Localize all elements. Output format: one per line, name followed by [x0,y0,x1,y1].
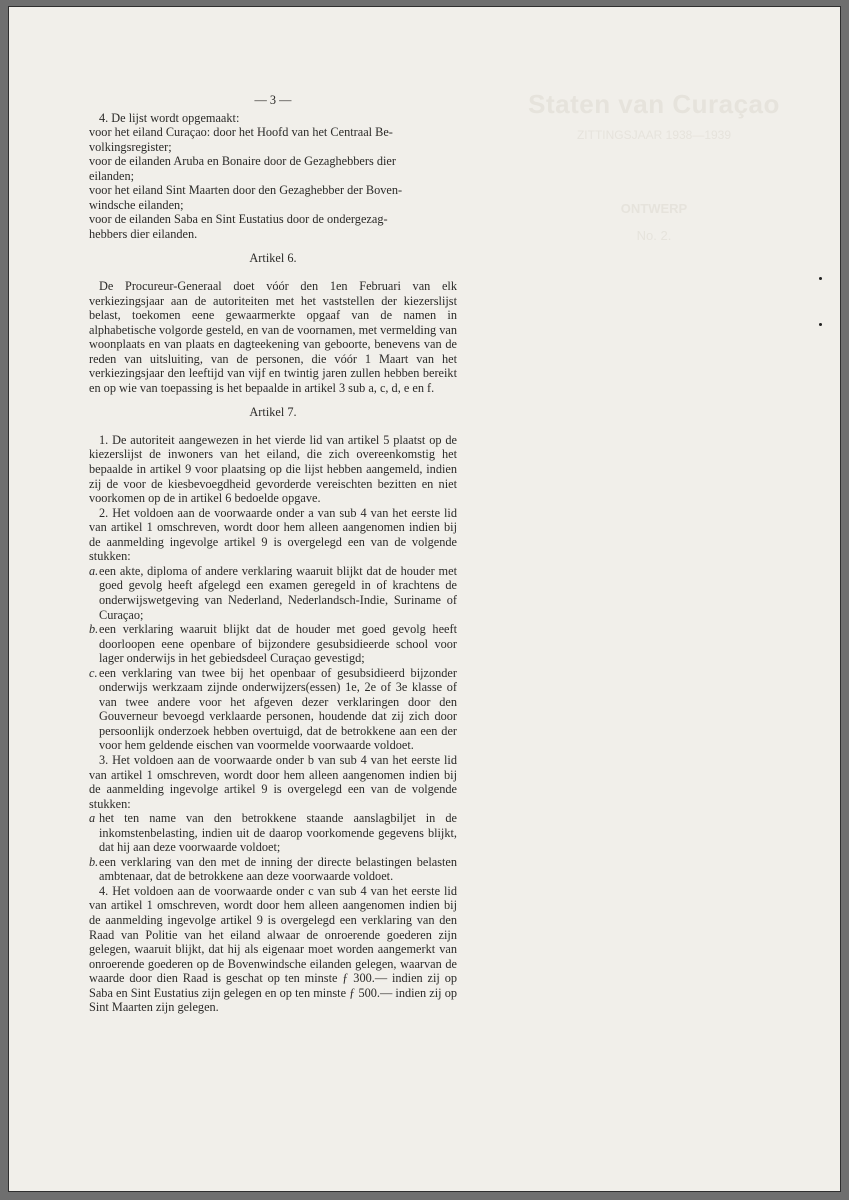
list-item [89,564,457,622]
document-page [8,6,841,1192]
list-item [89,622,457,666]
text-line: volkingsregister; [89,139,172,154]
show-through-number: No. 2. [636,228,672,243]
list-item [89,811,457,855]
list-item [89,666,457,753]
article-heading: Artikel 7. [249,405,297,420]
article-paragraph: 1. De autoriteit aangewezen in het vierde lid van artikel 5 plaatst op de kiezerslijst de inwoners van het eiland, die zich overeenkomstig het bepaalde in artikel 9 voor plaatsing op die lijst hebben aangemeld, indien zij de voor de kiesbevoegdheid gevorderde vereischten bezitten en niet voorkomen op de in artikel 6 bedoelde opgave. [89,432,457,506]
list-item-text: een verklaring van den met de inning der directe belastingen belasten ambtenaar, dat de betrokkene aan deze voorwaarde voldoet. [99,854,457,884]
text-line: eilanden; [89,168,135,183]
show-through-heading: ONTWERP [620,201,688,216]
text-line: windsche eilanden; [89,197,184,212]
text-line: voor het eiland Sint Maarten door den Gezaghebber der Boven- [89,183,403,198]
section-heading: 4. De lijst wordt opgemaakt: [99,110,240,125]
show-through-subtitle: ZITTINGSJAAR 1938—1939 [576,128,732,142]
show-through-lines [509,152,799,191]
show-through-text [509,89,799,243]
list-item-label: a. [89,563,99,578]
list-item-label: a [89,811,96,826]
text-line: voor de eilanden Saba en Sint Eustatius door de ondergezag- [89,212,388,227]
article-paragraph: 3. Het voldoen aan de voorwaarde onder b van sub 4 van het eerste lid van artikel 1 omschreven, wordt door hem alleen aangenomen indien bij de aanmelding ingevolge artikel 9 is overgelegd een van de volgende stukken: [89,752,457,811]
list-item-label: b. [89,854,99,869]
list-item-text: een verklaring waaruit blijkt dat de houder met goed gevolg heeft doorloopen eene openbare of bijzondere gesubsidieerde school voor lager onderwijs in het gebiedsdeel Curaçao gevestigd; [99,622,457,666]
list-item-label: b. [89,622,99,637]
list-item-text: een akte, diploma of andere verklaring waaruit blijkt dat de houder met goed gevolg heeft afgelegd een examen geregeld in of krachtens de onderwijswetgeving van Nederland, Nederlandsch-Indie, Suriname of Curaçao; [99,563,457,622]
list-item-text: het ten name van den betrokkene staande aanslagbiljet in de inkomstenbelasting, indien uit de daarop voorkomende gegevens blijkt, dat hij aan deze voorwaarde voldoet; [99,811,457,855]
article-paragraph: 4. Het voldoen aan de voorwaarde onder c van sub 4 van het eerste lid van artikel 1 omschreven, wordt door hem alleen aangenomen indien bij de aanmelding ingevolge artikel 9 is overgelegd een verklaring van den Raad van Politie van het eiland alwaar de onroerende goederen zijn gelegen, waaruit blijkt, dat hij als eigenaar moet worden aangemerkt van onroerende goederen op de Bovenwindsche eilanden gelegen, waarvan de waarde door dien Raad is geschat op ten minste ƒ 300.— indien zij op Saba en Sint Eustatius zijn gelegen en op ten minste ƒ 500.— indien zij op Sint Maarten zijn gelegen. [89,883,457,1015]
document-body [89,93,457,1015]
show-through-title: Staten van Curaçao [528,89,780,119]
text-line: hebbers dier eilanden. [89,226,198,241]
page-number: — 3 — [254,93,292,107]
paper-speck [819,277,822,280]
list-item-label: c. [89,665,98,680]
article-paragraph: De Procureur-Generaal doet vóór den 1en Februari van elk verkiezingsjaar aan de autoriteiten met het vaststellen der kiezerslijst belast, toekomen eene gewaarmerkte opgaaf van de namen in alphabetische volgorde gesteld, en van de voornamen, met vermelding van woonplaats en van plaats en dagteekening van geboorte, benevens van de reden van uitsluiting, van de personen, die vóór 1 Maart van het verkiezingsjaar den leeftijd van vijf en twintig jaren zullen hebben bereikt en op wie van toepassing is het bepaalde in artikel 3 sub a, c, d, e en f. [89,279,457,395]
article-paragraph: 2. Het voldoen aan de voorwaarde onder a van sub 4 van het eerste lid van artikel 1 omschreven, wordt door hem alleen aangenomen indien bij de aanmelding ingevolge artikel 9 is overgelegd een van de volgende stukken: [89,505,457,564]
paper-speck [819,323,822,326]
list-item [89,855,457,884]
text-line: voor het eiland Curaçao: door het Hoofd van het Centraal Be- [89,125,393,140]
list-item-text: een verklaring van twee bij het openbaar of gesubsidieerd bijzonder onderwijs werkzaam zijnde onderwijzers(essen) 1e, 2e of 3e klasse of van twee andere voor het afgeven dezer verklaringen door den Gouverneur bevoegd verklaarde personen, houdende dat zij zich door persoonlijk onderzoek hebben overtuigd, dat de betrokkene aan een der voor hem geldende eischen van voormelde voorwaarde voldoet. [99,665,457,753]
text-line: voor de eilanden Aruba en Bonaire door de Gezaghebbers dier [89,154,396,169]
article-heading: Artikel 6. [249,251,297,266]
